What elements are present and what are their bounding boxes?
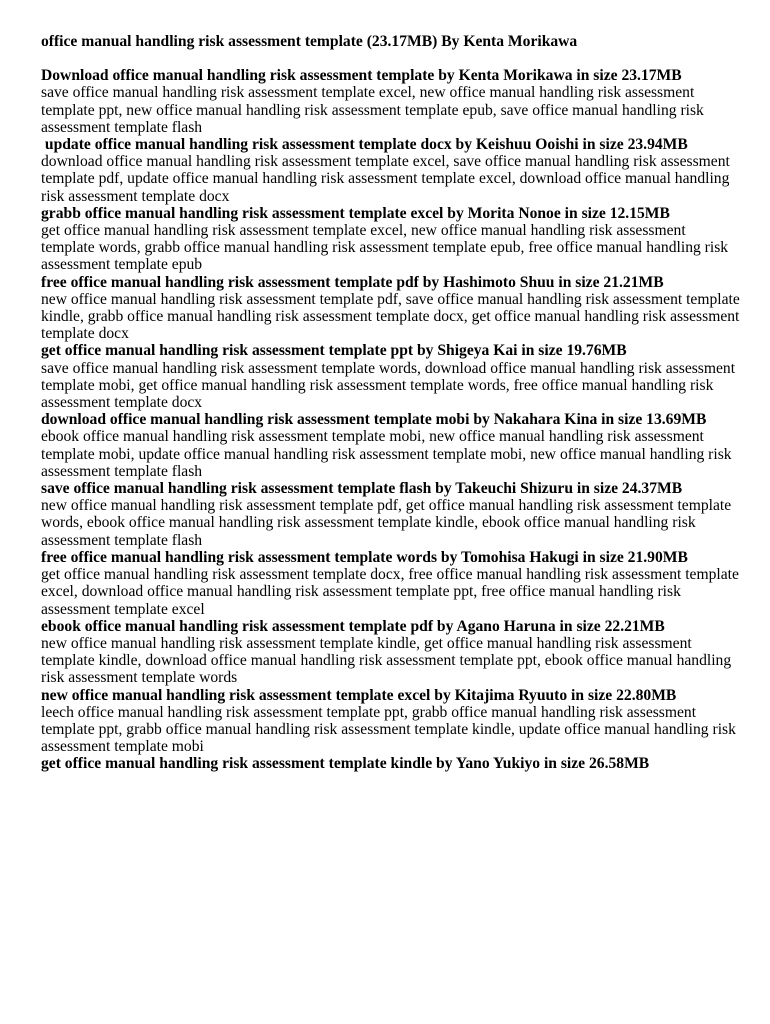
entry-description: new office manual handling risk assessment template pdf, save office manual handling risk assessment template kindle, grabb office manual handling risk assessment template docx, get office manual handling risk assessment template docx <box>41 290 740 343</box>
entry-description: get office manual handling risk assessment template docx, free office manual handling risk assessment template excel, download office manual handling risk assessment template ppt, free office manual handling risk assessment template excel <box>41 566 739 618</box>
list-item <box>41 205 741 274</box>
entry-description: get office manual handling risk assessment template excel, new office manual handling risk assessment template words, grabb office manual handling risk assessment template epub, free office manual handling risk assessment template epub <box>41 222 729 274</box>
entry-heading: free office manual handling risk assessment template words by Tomohisa Hakugi in size 21.90MB <box>41 548 688 566</box>
entry-heading: download office manual handling risk assessment template mobi by Nakahara Kina in size 13.69MB <box>41 411 707 429</box>
document-page <box>41 33 741 773</box>
list-item <box>41 687 741 756</box>
list-item <box>41 755 741 772</box>
list-item <box>41 618 741 687</box>
list-item <box>41 342 741 411</box>
entry-description: save office manual handling risk assessment template excel, new office manual handling risk assessment template ppt, new office manual handling risk assessment template epub, save office manual handling risk assessment template flash <box>41 84 704 136</box>
entry-heading: get office manual handling risk assessment template ppt by Shigeya Kai in size 19.76MB <box>41 342 627 360</box>
list-item <box>41 274 741 343</box>
entry-description: download office manual handling risk assessment template excel, save office manual handling risk assessment template pdf, update office manual handling risk assessment template excel, download office manual handling risk assessment template docx <box>41 153 730 205</box>
entry-description: leech office manual handling risk assessment template ppt, grabb office manual handling risk assessment template ppt, grabb office manual handling risk assessment template kindle, update office manual handling risk assessment template mobi <box>41 703 736 756</box>
entry-heading: new office manual handling risk assessment template excel by Kitajima Ryuuto in size 22.80MB <box>41 686 677 704</box>
entry-heading: save office manual handling risk assessment template flash by Takeuchi Shizuru in size 24.37MB <box>41 480 683 498</box>
entry-heading: update office manual handling risk assessment template docx by Keishuu Ooishi in size 23.94MB <box>41 136 688 154</box>
entry-heading: get office manual handling risk assessment template kindle by Yano Yukiyo in size 26.58MB <box>41 755 650 773</box>
entry-heading: free office manual handling risk assessment template pdf by Hashimoto Shuu in size 21.21MB <box>41 273 664 291</box>
list-item <box>41 411 741 480</box>
entry-heading: Download office manual handling risk assessment template by Kenta Morikawa in size 23.17MB <box>41 67 682 85</box>
entry-description: ebook office manual handling risk assessment template mobi, new office manual handling risk assessment template mobi, update office manual handling risk assessment template mobi, new office manual handling risk assessment template flash <box>41 428 732 480</box>
list-item <box>41 67 741 136</box>
list-item <box>41 549 741 618</box>
document-title: office manual handling risk assessment template (23.17MB) By Kenta Morikawa <box>41 33 578 50</box>
entry-description: save office manual handling risk assessment template words, download office manual handling risk assessment template mobi, get office manual handling risk assessment template words, free office manual handling risk assessment template docx <box>41 359 736 412</box>
list-item <box>41 480 741 549</box>
entry-description: new office manual handling risk assessment template kindle, get office manual handling risk assessment template kindle, download office manual handling risk assessment template ppt, ebook office manual handling risk assessment template words <box>41 634 732 687</box>
entry-heading: grabb office manual handling risk assessment template excel by Morita Nonoe in size 12.15MB <box>41 204 670 222</box>
list-item <box>41 136 741 205</box>
entry-description: new office manual handling risk assessment template pdf, get office manual handling risk assessment template words, ebook office manual handling risk assessment template kindle, ebook office manual handling risk assessment template flash <box>41 497 732 549</box>
entry-heading: ebook office manual handling risk assessment template pdf by Agano Haruna in size 22.21MB <box>41 617 665 635</box>
